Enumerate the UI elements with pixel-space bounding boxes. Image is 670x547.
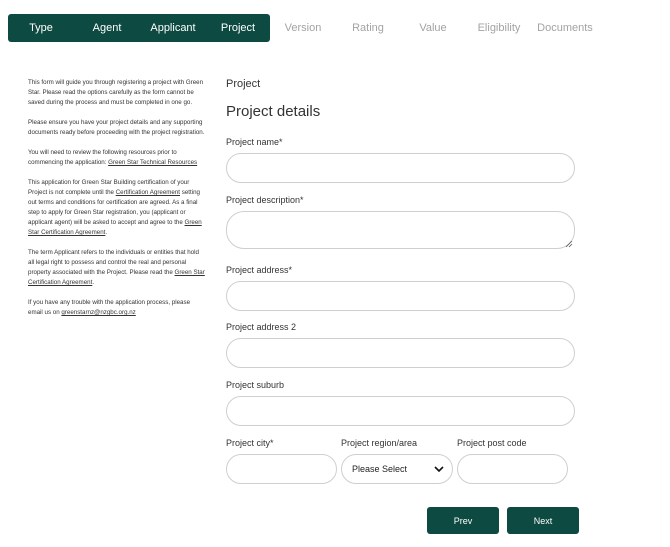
intro-paragraph-4-text-3: . [105, 229, 108, 236]
intro-text [28, 78, 206, 328]
next-button[interactable]: Next [507, 507, 579, 534]
tab-applicant[interactable]: Applicant [150, 22, 196, 34]
intro-paragraph-4-text-2: setting out terms and conditions for certification are agreed. As a final step to apply for Green Star registration, you (applicant or applicant agent) will be asked to accept and agree to the [28, 189, 200, 226]
tab-value[interactable]: Value [419, 22, 447, 34]
intro-paragraph-6 [28, 298, 206, 318]
prev-button[interactable]: Prev [427, 507, 499, 534]
page-title: Project details [226, 103, 321, 120]
intro-paragraph-5-text: The term Applicant refers to the individuals or entities that hold all legal right to possess and control the real and personal property associated with the Project. Please read the [28, 249, 199, 276]
intro-paragraph-1: This form will guide you through registering a project with Green Star. Please read the options carefully as the form cannot be saved during the process and must be completed in one go. [28, 79, 204, 106]
intro-paragraph-3 [28, 148, 206, 168]
tab-eligibility[interactable]: Eligibility [477, 22, 521, 34]
step-tabs [0, 14, 670, 42]
support-email-link[interactable]: greenstarnz@nzgbc.org.nz [61, 309, 136, 316]
tab-documents[interactable]: Documents [537, 22, 593, 34]
intro-paragraph-6-text: If you have any trouble with the application process, please email us on [28, 299, 191, 316]
project-city-label: Project city* [226, 438, 274, 448]
project-city-input[interactable] [226, 454, 337, 484]
intro-paragraph-3-text: You will need to review the following resources prior to commencing the application: [28, 149, 177, 166]
project-suburb-input[interactable] [226, 396, 575, 426]
project-description-label: Project description* [226, 195, 304, 205]
project-name-label: Project name* [226, 137, 283, 147]
intro-paragraph-4-text-1: This application for Green Star Building certification of your Project is not complete until the [28, 179, 190, 196]
intro-paragraph-2: Please ensure you have your project details and any supporting documents ready before proceeding with the project registration. [28, 119, 205, 136]
project-suburb-label: Project suburb [226, 380, 285, 390]
project-name-input[interactable] [226, 153, 575, 183]
project-region-selected-value: Please Select [352, 464, 408, 474]
project-description-textarea[interactable] [226, 211, 575, 249]
project-address-label: Project address* [226, 265, 293, 275]
project-address-input[interactable] [226, 281, 575, 311]
resize-handle-icon[interactable] [565, 240, 573, 248]
chevron-down-icon [434, 464, 444, 474]
project-address-2-label: Project address 2 [226, 322, 297, 332]
technical-resources-link[interactable]: Green Star Technical Resources [108, 159, 198, 166]
tab-rating[interactable]: Rating [352, 22, 384, 34]
project-region-select[interactable] [341, 454, 453, 484]
certification-agreement-link-2[interactable]: Green Star Certification Agreement [28, 269, 205, 286]
project-postcode-input[interactable] [457, 454, 568, 484]
intro-paragraph-5-end: . [92, 279, 95, 286]
intro-paragraph-5 [28, 248, 206, 288]
tab-project[interactable]: Project [220, 22, 256, 34]
project-region-label: Project region/area [341, 438, 418, 448]
project-address-2-input[interactable] [226, 338, 575, 368]
intro-paragraph-4 [28, 178, 206, 238]
project-postcode-label: Project post code [457, 438, 527, 448]
section-label: Project [226, 78, 261, 90]
tab-agent[interactable]: Agent [92, 22, 122, 34]
certification-agreement-link[interactable]: Certification Agreement [115, 189, 181, 196]
green-star-certification-agreement-link[interactable]: Green Star Certification Agreement [28, 219, 202, 236]
tab-type[interactable]: Type [29, 22, 53, 34]
tab-version[interactable]: Version [284, 22, 322, 34]
